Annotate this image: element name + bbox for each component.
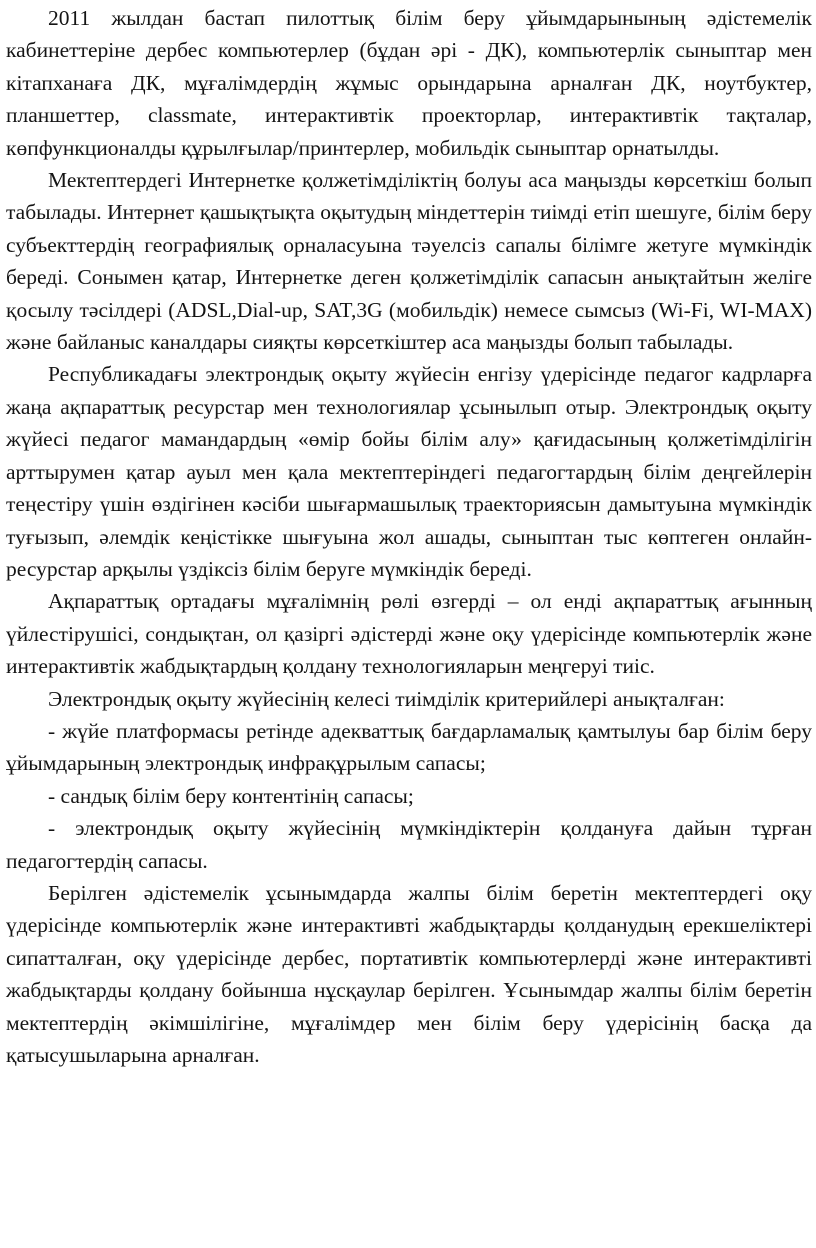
paragraph-criteria-intro: Электрондық оқыту жүйесінің келесі тиімділік критерийлері анықталған: <box>48 686 725 711</box>
paragraph-teacher-role: Ақпараттық ортадағы мұғалімнің рөлі өзгерді – ол енді ақпараттық ағынның үйлестірушісі, сондықтан, ол қазіргі әдістерді және оқу үдерісінде компьютерлік және интерактивтік жабдықтардың қолдану технологияларын меңгеруі тиіс. <box>6 589 812 679</box>
list-item-content: - сандық білім беру контентінің сапасы; <box>48 783 414 808</box>
paragraph-e-learning-system: Республикадағы электрондық оқыту жүйесін енгізу үдерісінде педагог кадрларға жаңа ақпараттық ресурстар мен технологиялар ұсынылып отыр. Электрондық оқыту жүйесі педагог мамандардың «өмір бойы білім алу» қағидасының қолжетімділігін арттырумен қатар ауыл мен қала мектептеріндегі педагогтардың білім деңгейлерін теңестіру үшін өздігінен кәсіби шығармашылық траекториясын дамытуына мүмкіндік туғызып, әлемдік кеңістікке шығуына жол ашады, сыныптан тыс көптеген онлайн-ресурстар арқылы үздіксіз білім беруге мүмкіндік береді. <box>6 362 812 581</box>
list-item-teachers: - электрондық оқыту жүйесінің мүмкіндіктерін қолдануға дайын тұрған педагогтердің сапасы. <box>6 816 812 873</box>
paragraph-equipment: 2011 жылдан бастап пилоттық білім беру ұйымдарынының әдістемелік кабинеттеріне дербес компьютерлер (бұдан әрі - ДК), компьютерлік сыныптар мен кітапханаға ДК, мұғалімдердің жұмыс орындарына арналған ДК, ноутбуктер, планшеттер, classmate, интерактивтік проекторлар, интерактивтік тақталар, көпфункционалды құрылғылар/принтерлер, мобильдік сыныптар орнатылды. <box>6 6 812 160</box>
document-body <box>6 2 812 1071</box>
list-item-infrastructure: - жүйе платформасы ретінде адекваттық бағдарламалық қамтылуы бар білім беру ұйымдарының электрондық инфрақұрылым сапасы; <box>6 718 812 776</box>
paragraph-recommendations: Берілген әдістемелік ұсынымдарда жалпы білім беретін мектептердегі оқу үдерісінде компьютерлік және интерактивті жабдықтарды қолданудың ерекшеліктері сипатталған, оқу үдерісінде дербес, портативтік компьютерлерді және интерактивті жабдықтарды қолдану бойынша нұсқаулар берілген. Ұсынымдар жалпы білім беретін мектептердің әкімшілігіне, мұғалімдер мен білім беру үдерісінің басқа да қатысушыларына арналған. <box>6 880 812 1067</box>
paragraph-internet-access: Мектептердегі Интернетке қолжетімділіктің болуы аса маңызды көрсеткіш болып табылады. Интернет қашықтықта оқытудың міндеттерін тиімді етіп шешуге, білім беру субъекттердің географиялық орналасуына тәуелсіз сапалы білімге жетуге мүмкіндік береді. Сонымен қатар, Интернетке деген қолжетімділік сапасын анықтайтын желіге қосылу тәсілдері (ADSL,Dial-up, SAT,3G (мобильдік) немесе сымсыз (Wi-Fi, WI-MAX) және байланыс каналдары сияқты көрсеткіштер аса маңызды болып табылады. <box>6 168 812 355</box>
